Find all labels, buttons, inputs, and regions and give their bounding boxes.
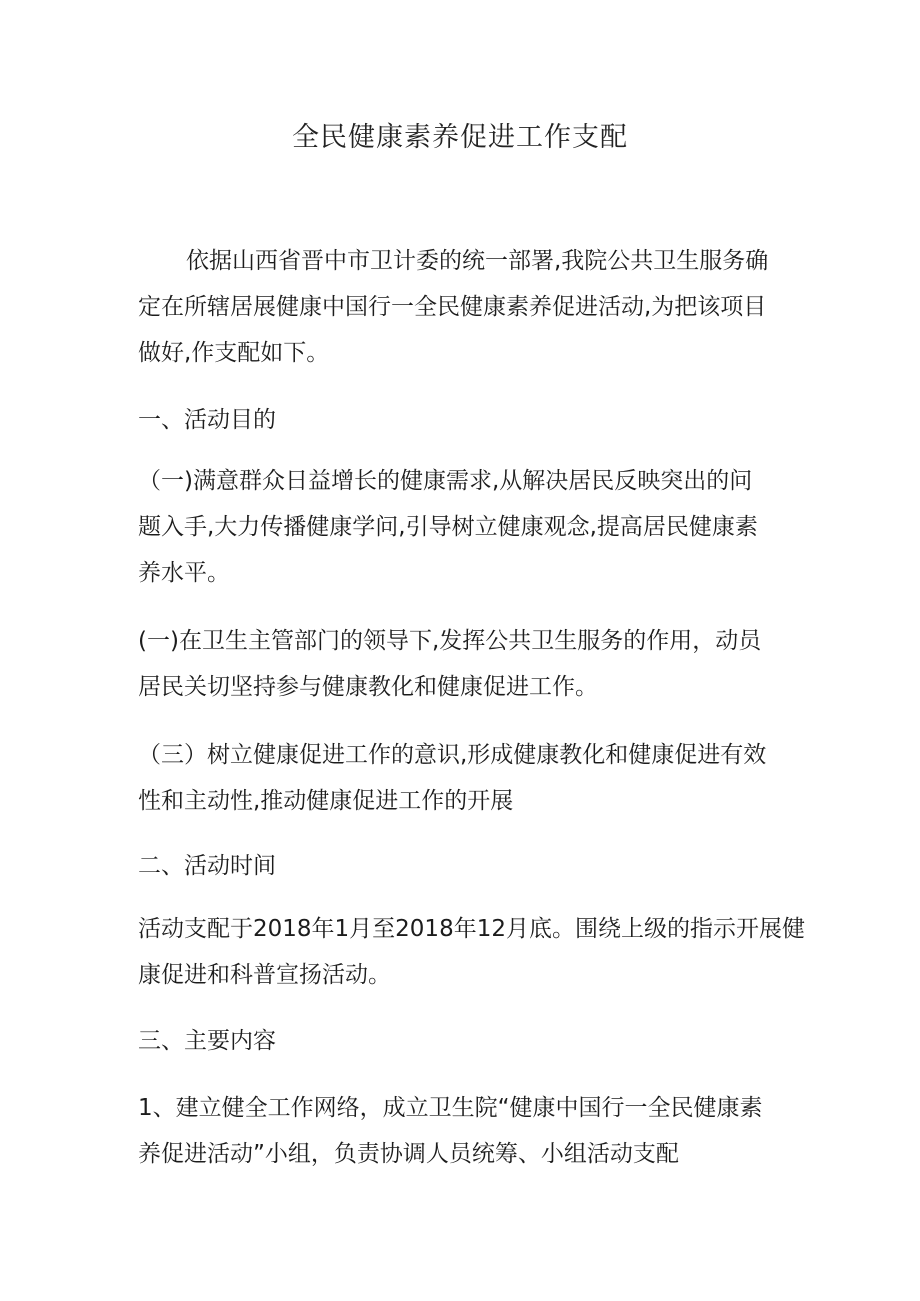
- section3-item1: [138, 1085, 788, 1177]
- section3-item1-line-2: 养促进活动”小组，负责协调人员统筹、小组活动支配: [138, 1141, 679, 1167]
- intro-line-2: 定在所辖居展健康中国行一全民健康素养促进活动,为把该项目: [138, 294, 767, 320]
- intro-paragraph: [138, 238, 788, 376]
- section1-item1-line-1: （一)满意群众日益增长的健康需求,从解决居民反映突出的问: [138, 468, 753, 494]
- section1-item3-line-1: （三）树立健康促进工作的意识,形成健康教化和健康促进有效: [138, 742, 767, 768]
- document-title: 全民健康素养促进工作支配: [292, 122, 628, 153]
- section1-item3: [138, 732, 788, 824]
- section1-item2-line-2: 居民关切坚持参与健康教化和健康促进工作。: [138, 674, 598, 700]
- section1-heading-text: 一、活动目的: [138, 407, 276, 433]
- section3-heading: [138, 1018, 788, 1064]
- section2-body: [138, 906, 805, 998]
- section1-item1-line-2: 题入手,大力传播健康学问,引导树立健康观念,提高居民健康素: [138, 514, 758, 540]
- section2-body-line-1: 活动支配于2018年1月至2018年12月底。围绕上级的指示开展健: [138, 916, 805, 942]
- intro-line-1: 依据山西省晋中市卫计委的统一部署,我院公共卫生服务确: [186, 248, 769, 274]
- section2-heading-text: 二、活动时间: [138, 853, 276, 879]
- section1-item2-line-1: (一)在卫生主管部门的领导下,发挥公共卫生服务的作用，动员: [138, 628, 762, 654]
- section2-body-line-2: 康促进和科普宣扬活动。: [138, 962, 391, 988]
- intro-line-3: 做好,作支配如下。: [138, 340, 330, 366]
- section3-item1-line-1: 1、建立健全工作网络，成立卫生院“健康中国行一全民健康素: [138, 1095, 763, 1121]
- section2-heading: [138, 843, 788, 889]
- section3-heading-text: 三、主要内容: [138, 1028, 276, 1054]
- section1-item1: [138, 458, 788, 596]
- section1-item2: [138, 618, 788, 710]
- section1-heading: [138, 397, 788, 443]
- section1-item1-line-3: 养水平。: [138, 560, 230, 586]
- section1-item3-line-2: 性和主动性,推动健康促进工作的开展: [138, 788, 514, 814]
